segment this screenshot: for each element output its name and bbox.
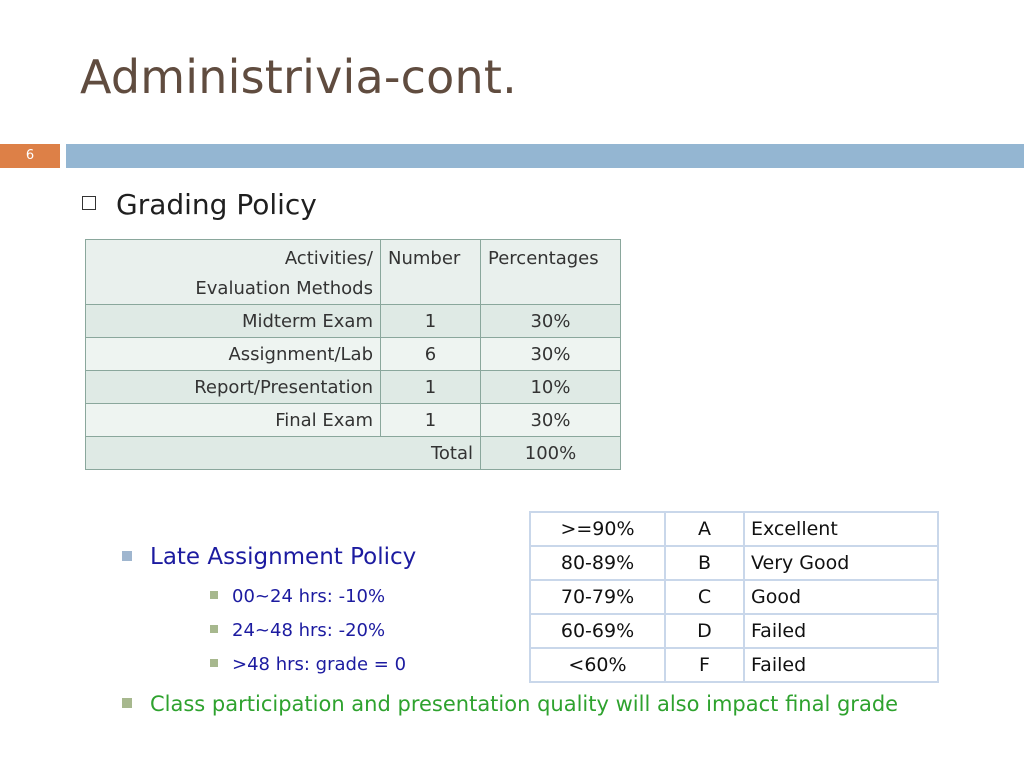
square-bullet-icon xyxy=(122,698,132,708)
activity-cell: Final Exam xyxy=(86,404,381,437)
grade-range: >=90% xyxy=(530,512,665,546)
number-cell: 1 xyxy=(381,404,481,437)
table-row xyxy=(86,338,621,371)
table-row xyxy=(86,305,621,338)
percentage-cell: 30% xyxy=(481,404,621,437)
table-row xyxy=(530,546,938,580)
checkbox-bullet-icon xyxy=(82,196,96,210)
grade-letter: B xyxy=(665,546,744,580)
grade-description: Very Good xyxy=(744,546,938,580)
total-label: Total xyxy=(86,437,481,470)
grade-letter: F xyxy=(665,648,744,682)
table-row xyxy=(86,404,621,437)
percentage-cell: 30% xyxy=(481,305,621,338)
grade-letter: A xyxy=(665,512,744,546)
grade-description: Failed xyxy=(744,648,938,682)
percentage-cell: 10% xyxy=(481,371,621,404)
grading-table xyxy=(85,239,621,470)
grade-letter: D xyxy=(665,614,744,648)
late-policy-text: >48 hrs: grade = 0 xyxy=(232,654,407,675)
participation-note xyxy=(122,692,898,716)
header-number: Number xyxy=(381,240,481,305)
table-row xyxy=(530,512,938,546)
square-bullet-icon xyxy=(122,551,132,561)
late-policy-text: 24~48 hrs: -20% xyxy=(232,620,386,641)
grade-description: Good xyxy=(744,580,938,614)
header-activities xyxy=(86,240,381,305)
activity-cell: Midterm Exam xyxy=(86,305,381,338)
number-cell: 6 xyxy=(381,338,481,371)
grading-policy-label: Grading Policy xyxy=(116,188,317,221)
grade-range: <60% xyxy=(530,648,665,682)
percentage-cell: 30% xyxy=(481,338,621,371)
number-cell: 1 xyxy=(381,371,481,404)
table-row xyxy=(530,580,938,614)
activity-cell: Report/Presentation xyxy=(86,371,381,404)
late-policy-item xyxy=(210,586,385,607)
header-activities-line2: Evaluation Methods xyxy=(195,278,373,299)
table-row xyxy=(86,371,621,404)
total-value: 100% xyxy=(481,437,621,470)
header-percentages: Percentages xyxy=(481,240,621,305)
grade-description: Failed xyxy=(744,614,938,648)
grade-letter: C xyxy=(665,580,744,614)
late-policy-item xyxy=(210,654,406,675)
grade-range: 80-89% xyxy=(530,546,665,580)
total-row xyxy=(86,437,621,470)
table-row xyxy=(530,648,938,682)
slide-title: Administrivia-cont. xyxy=(80,50,517,104)
square-bullet-icon xyxy=(210,591,218,599)
late-policy-text: 00~24 hrs: -10% xyxy=(232,586,386,607)
grading-policy-heading xyxy=(82,188,317,221)
late-policy-item xyxy=(210,620,385,641)
slide-number: 6 xyxy=(0,144,60,168)
table-row xyxy=(530,614,938,648)
square-bullet-icon xyxy=(210,659,218,667)
late-policy-bullet xyxy=(122,544,416,570)
grade-range: 70-79% xyxy=(530,580,665,614)
grade-description: Excellent xyxy=(744,512,938,546)
activity-cell: Assignment/Lab xyxy=(86,338,381,371)
number-cell: 1 xyxy=(381,305,481,338)
grading-table-header xyxy=(86,240,621,305)
square-bullet-icon xyxy=(210,625,218,633)
header-activities-line1: Activities/ xyxy=(284,248,373,269)
late-policy-title: Late Assignment Policy xyxy=(150,544,417,570)
grade-range: 60-69% xyxy=(530,614,665,648)
grade-scale-table xyxy=(529,511,939,683)
header-bar xyxy=(66,144,1024,168)
participation-note-text: Class participation and presentation quality will also impact final grade xyxy=(150,692,899,716)
